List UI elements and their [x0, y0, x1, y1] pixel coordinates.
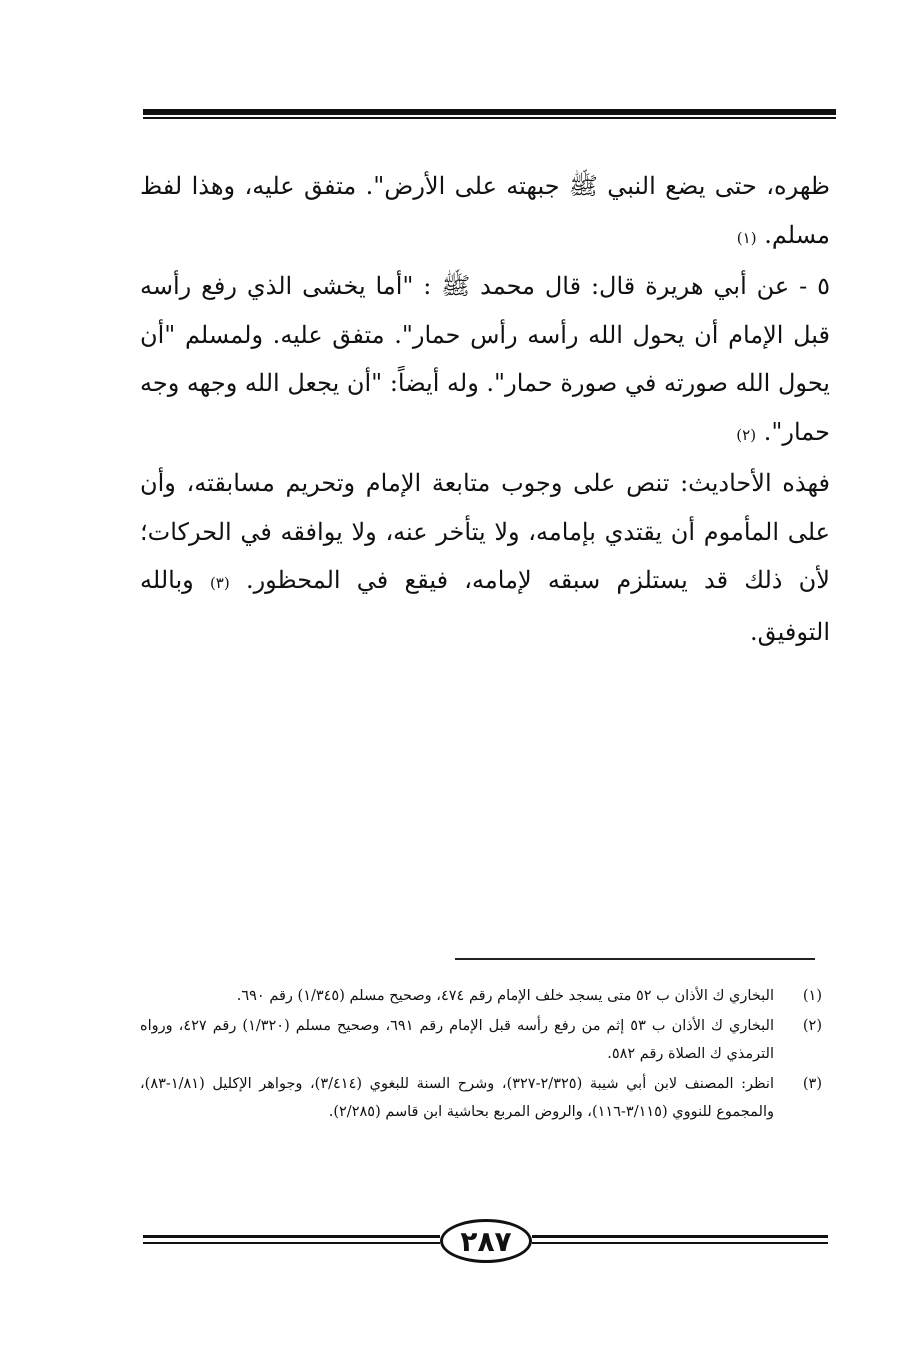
footnote-separator [455, 958, 815, 960]
paragraph-2 [140, 262, 830, 459]
footnote-2 [140, 1012, 830, 1068]
footnote-ref-3: (٣) [209, 574, 230, 592]
paragraph-3-text: فهذه الأحاديث: تنص على وجوب متابعة الإمام وتحريم مسابقته، وأن على المأموم أن يقتدي بإمامه، ولا يتأخر عنه، ولا يوافقه في الحركات؛ لأن ذلك قد يستلزم سبقه لإمامه، فيقع في المحظور. [140, 469, 830, 594]
main-text [140, 162, 830, 656]
footer-rule-right [143, 1235, 440, 1238]
footnote-text: البخاري ك الأذان ب ٥٢ متى يسجد خلف الإمام رقم ٤٧٤، وصحيح مسلم (١/٣٤٥) رقم ٦٩٠. [236, 988, 774, 1004]
paragraph-2-text: ٥ - عن أبي هريرة قال: قال محمد ﷺ : "أما يخشى الذي رفع رأسه قبل الإمام أن يحول الله رأسه رأس حمار". متفق عليه. ولمسلم "أن يحول الله صورته في صورة حمار". وله أيضاً: "أن يجعل الله وجهه وجه حمار". [140, 272, 830, 446]
footnote-3 [140, 1070, 830, 1126]
footnotes [140, 982, 830, 1128]
footnote-text: البخاري ك الأذان ب ٥٣ إثم من رفع رأسه قبل الإمام رقم ٦٩١، وصحيح مسلم (١/٣٢٠) رقم ٤٢٧، ورواه الترمذي ك الصلاة رقم ٥٨٢. [140, 1018, 774, 1062]
footnote-ref-1: (١) [736, 228, 757, 247]
footnote-ref-2: (٢) [736, 425, 757, 444]
footer-rule-right-thin [143, 1242, 440, 1244]
footer-rule-left [532, 1235, 828, 1238]
header-rule-thick [143, 109, 836, 115]
paragraph-3-closing: وبالله التوفيق. [140, 566, 830, 646]
page-number-badge [440, 1219, 532, 1263]
paragraph-3 [140, 459, 830, 656]
paragraph-1 [140, 162, 830, 262]
paragraph-1-text: ظهره، حتى يضع النبي ﷺ جبهته على الأرض". متفق عليه، وهذا لفظ مسلم. [140, 172, 830, 249]
footnote-1 [140, 982, 830, 1010]
footnote-number: (٢) [802, 1018, 822, 1034]
page-number: ٢٨٧ [460, 1224, 512, 1258]
footnote-number: (١) [802, 988, 822, 1004]
header-rule-thin [143, 117, 836, 119]
footnote-text: انظر: المصنف لابن أبي شيبة (٢/٣٢٥-٣٢٧)، وشرح السنة للبغوي (٣/٤١٤)، وجواهر الإكليل (١/٨١-٨٣)، والمجموع للنووي (٣/١١٥-١١٦)، والروض المربع بحاشية ابن قاسم (٢/٢٨٥). [140, 1076, 774, 1120]
footnote-number: (٣) [802, 1076, 822, 1092]
footer-rule-left-thin [532, 1242, 828, 1244]
